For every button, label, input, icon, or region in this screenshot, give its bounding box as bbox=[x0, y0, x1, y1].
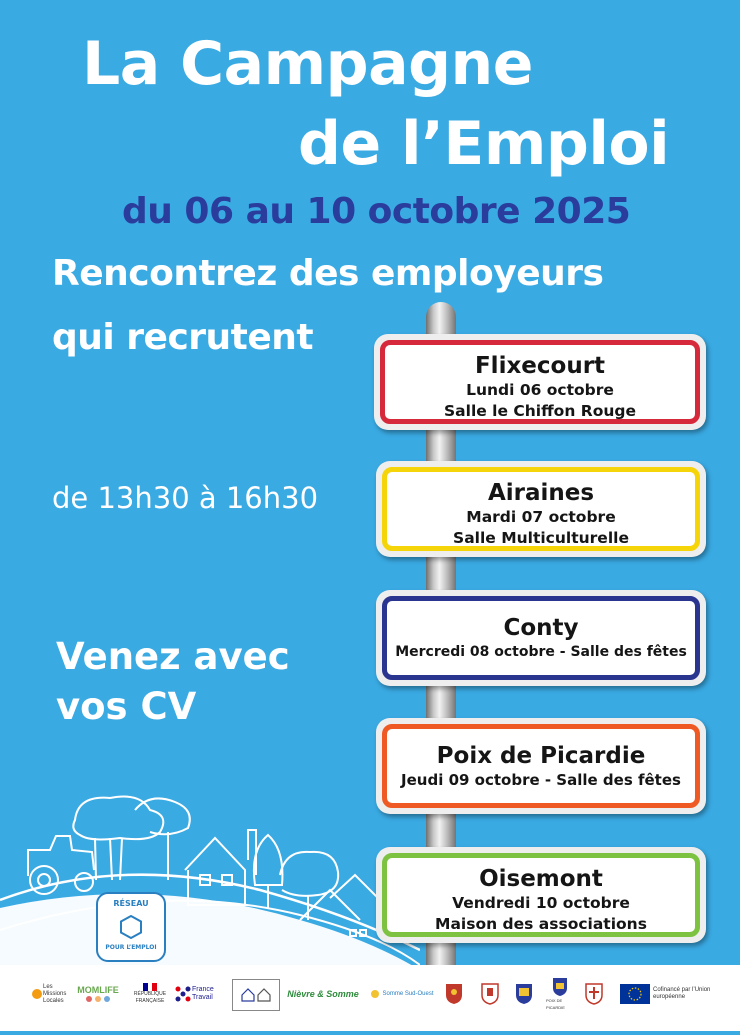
badge-top-text: RÉSEAU bbox=[113, 899, 149, 908]
subtitle-line-1: Rencontrez des employeurs bbox=[52, 253, 604, 294]
sign-poix-de-picardie bbox=[376, 718, 706, 814]
sign-city: Flixecourt bbox=[474, 353, 606, 379]
sign-frame bbox=[380, 340, 700, 424]
momlife-logo bbox=[72, 979, 124, 1009]
eu-cofinance-logo bbox=[620, 981, 732, 1007]
republique-logo bbox=[134, 979, 166, 1009]
cv-line-1: Venez avec bbox=[56, 635, 290, 678]
badge-bottom-text: POUR L’EMPLOI bbox=[105, 944, 157, 951]
shield-icon bbox=[515, 983, 533, 1005]
somme-sud-ouest-text: Somme Sud-Ouest bbox=[382, 990, 434, 997]
france-travail-logo bbox=[172, 979, 228, 1009]
poix-de-picardie-logo bbox=[546, 975, 574, 1013]
coat-of-arms-4 bbox=[584, 981, 604, 1007]
sign-frame bbox=[382, 596, 700, 680]
coat-of-arms-3 bbox=[514, 981, 534, 1007]
title-line-2: de l’Emploi bbox=[298, 109, 670, 179]
republique-text: RÉPUBLIQUE FRANÇAISE bbox=[133, 991, 167, 1004]
momlife-icon bbox=[83, 995, 113, 1003]
title-line-1: La Campagne bbox=[82, 29, 533, 99]
sign-date: Lundi 06 octobre bbox=[466, 381, 614, 399]
sign-frame bbox=[382, 724, 700, 808]
hexagon-icon bbox=[119, 915, 143, 939]
sign-city: Poix de Picardie bbox=[436, 743, 646, 769]
sign-venue: Salle le Chiffon Rouge bbox=[444, 402, 636, 420]
eu-flag-icon bbox=[620, 984, 650, 1004]
shield-icon bbox=[481, 983, 499, 1005]
bottom-accent-bar bbox=[0, 1031, 740, 1035]
sign-city: Oisemont bbox=[479, 866, 603, 892]
sign-conty bbox=[376, 590, 706, 686]
cv-line-2: vos CV bbox=[56, 685, 197, 728]
sign-frame bbox=[382, 853, 700, 937]
sign-date-venue: Jeudi 09 octobre - Salle des fêtes bbox=[401, 771, 681, 789]
sign-city: Conty bbox=[503, 615, 579, 641]
event-hours: de 13h30 à 16h30 bbox=[52, 481, 319, 515]
event-dates: du 06 au 10 octobre 2025 bbox=[122, 191, 631, 232]
house-icon bbox=[240, 987, 256, 1003]
reseau-emploi-badge bbox=[96, 892, 166, 962]
landscape-illustration bbox=[0, 780, 420, 965]
sign-venue: Salle Multiculturelle bbox=[453, 529, 629, 547]
sign-flixecourt bbox=[374, 334, 706, 430]
sign-city: Airaines bbox=[487, 480, 595, 506]
sun-icon bbox=[368, 987, 382, 1001]
sign-date: Vendredi 10 octobre bbox=[452, 894, 630, 912]
eu-cofinance-text: Cofinancé par l’Union européenne bbox=[653, 987, 711, 1000]
sign-date: Mardi 07 octobre bbox=[466, 508, 616, 526]
shield-icon bbox=[585, 983, 603, 1005]
sign-venue: Maison des associations bbox=[435, 915, 647, 933]
partner-logo-houses bbox=[232, 979, 280, 1011]
subtitle-line-2: qui recrutent bbox=[52, 317, 314, 358]
marianne-icon bbox=[143, 983, 157, 991]
sign-date-venue: Mercredi 08 octobre - Salle des fêtes bbox=[395, 644, 687, 660]
missions-locales-icon bbox=[31, 988, 43, 1000]
poix-text: POIX DE PICARDIE bbox=[546, 998, 565, 1010]
france-travail-text: France Travail bbox=[192, 986, 214, 1001]
nievre-somme-text: Nièvre & Somme bbox=[287, 989, 359, 999]
house-icon bbox=[256, 987, 272, 1003]
coat-of-arms-2 bbox=[480, 981, 500, 1007]
shield-icon bbox=[552, 977, 568, 997]
sign-frame bbox=[382, 467, 700, 551]
shield-icon bbox=[445, 983, 463, 1005]
sign-oisemont bbox=[376, 847, 706, 943]
france-travail-icon bbox=[174, 985, 192, 1003]
somme-sud-ouest-logo bbox=[366, 979, 436, 1009]
nievre-somme-logo bbox=[286, 979, 360, 1009]
sign-airaines bbox=[376, 461, 706, 557]
coat-of-arms-1 bbox=[444, 981, 464, 1007]
missions-locales-text: Les Missions Locales bbox=[43, 983, 67, 1004]
momlife-text: MOMLIFE bbox=[77, 985, 119, 995]
partner-logos-strip bbox=[0, 965, 740, 1035]
missions-locales-logo bbox=[30, 979, 66, 1009]
